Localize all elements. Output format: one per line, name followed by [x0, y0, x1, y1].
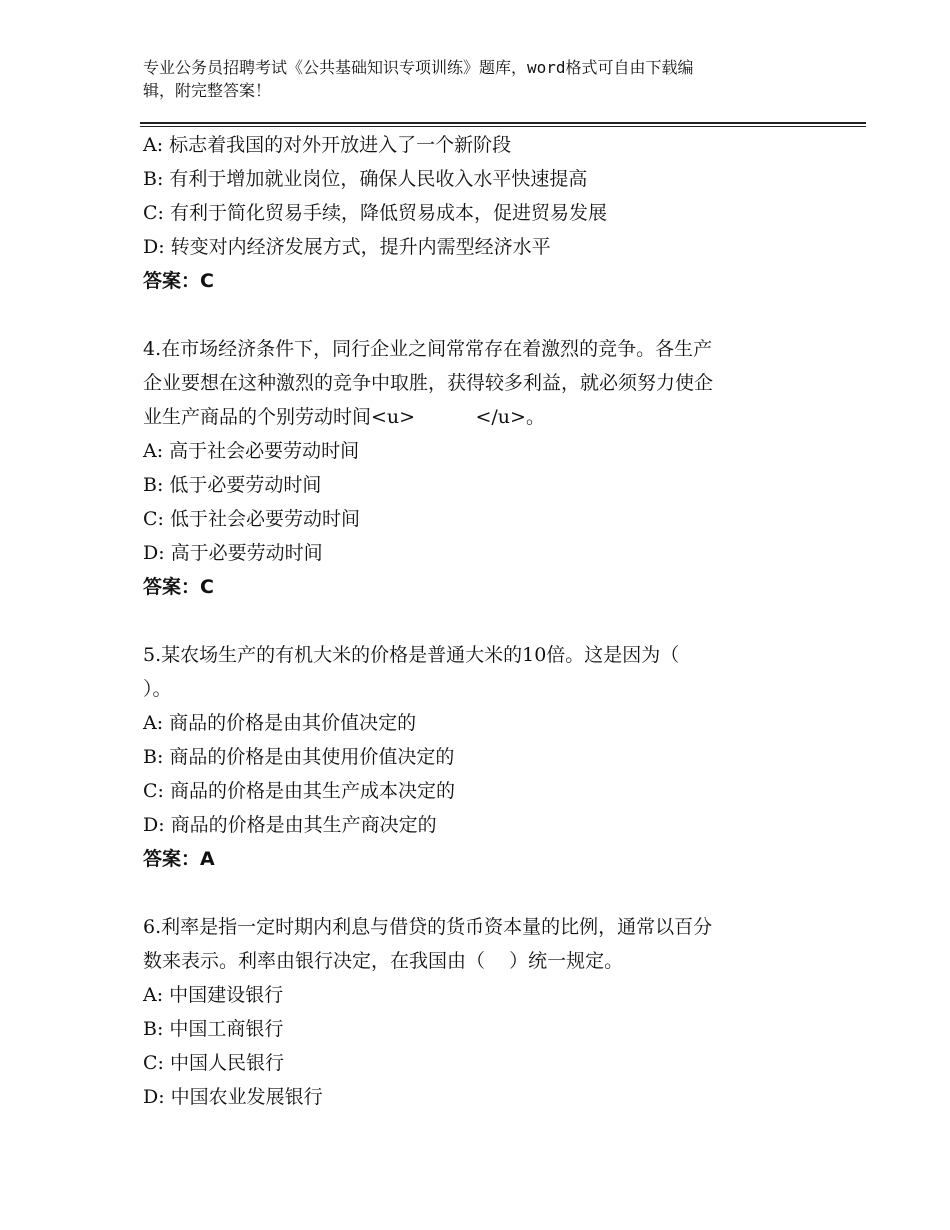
spacer	[143, 298, 803, 332]
header-rule-thick	[140, 122, 866, 124]
q3-option-a: A: 标志着我国的对外开放进入了一个新阶段	[143, 134, 512, 156]
q5-option-b: B: 商品的价格是由其使用价值决定的	[143, 746, 455, 768]
q4-text-line-2: 企业要想在这种激烈的竞争中取胜，获得较多利益，就必须努力使企	[143, 372, 714, 394]
q4-option-c: C: 低于社会必要劳动时间	[143, 508, 360, 530]
q5-option-c: C: 商品的价格是由其生产成本决定的	[143, 780, 455, 802]
q3-answer: 答案：C	[143, 270, 214, 292]
q4-answer: 答案：C	[143, 576, 214, 598]
spacer	[143, 876, 803, 910]
q3-option-d: D: 转变对内经济发展方式，提升内需型经济水平	[143, 236, 551, 258]
header-rule-thin	[140, 126, 866, 127]
q4-option-b: B: 低于必要劳动时间	[143, 474, 322, 496]
question-6	[143, 910, 803, 1114]
question-5	[143, 638, 803, 876]
q4-option-d: D: 高于必要劳动时间	[143, 542, 323, 564]
q4-text-line-1: 4.在市场经济条件下，同行企业之间常常存在着激烈的竞争。各生产	[143, 338, 713, 360]
question-3	[143, 128, 803, 298]
q6-text-line-2: 数来表示。利率由银行决定，在我国由（ ）统一规定。	[143, 950, 624, 972]
header-line-1: 专业公务员招聘考试《公共基础知识专项训练》题库，word格式可自由下载编	[143, 58, 694, 77]
question-content	[143, 128, 803, 1114]
question-4	[143, 332, 803, 604]
q6-text-line-1: 6.利率是指一定时期内利息与借贷的货币资本量的比例，通常以百分	[143, 916, 713, 938]
q5-text-line-2: ）。	[143, 678, 172, 700]
q3-option-b: B: 有利于增加就业岗位，确保人民收入水平快速提高	[143, 168, 588, 190]
q4-option-a: A: 高于社会必要劳动时间	[143, 440, 360, 462]
q6-option-c: C: 中国人民银行	[143, 1052, 284, 1074]
q5-text-line-1: 5.某农场生产的有机大米的价格是普通大米的10倍。这是因为（	[143, 644, 680, 666]
q6-option-d: D: 中国农业发展银行	[143, 1086, 323, 1108]
q5-option-d: D: 商品的价格是由其生产商决定的	[143, 814, 437, 836]
q6-option-b: B: 中国工商银行	[143, 1018, 284, 1040]
header-line-2: 辑，附完整答案！	[143, 81, 272, 100]
q5-answer: 答案：A	[143, 848, 215, 870]
spacer	[143, 604, 803, 638]
q5-option-a: A: 商品的价格是由其价值决定的	[143, 712, 417, 734]
q4-text-line-3: 业生产商品的个别劳动时间<u> </u>。	[143, 406, 545, 428]
q6-option-a: A: 中国建设银行	[143, 984, 284, 1006]
q3-option-c: C: 有利于简化贸易手续，降低贸易成本，促进贸易发展	[143, 202, 607, 224]
page-header	[143, 56, 803, 102]
